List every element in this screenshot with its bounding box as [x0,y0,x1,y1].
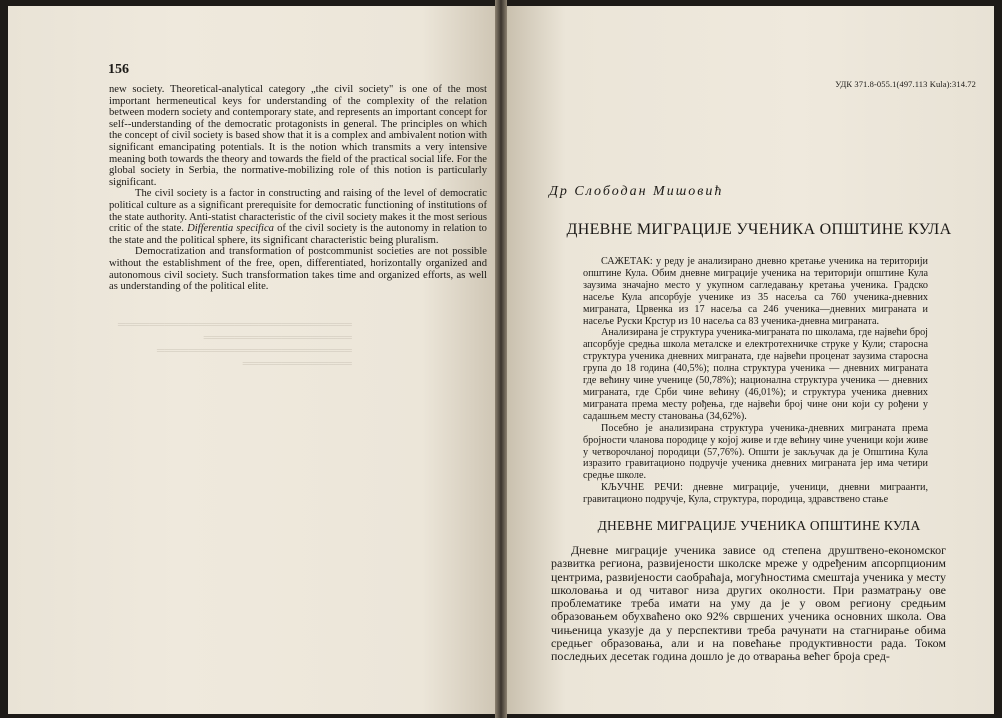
paragraph: Democratization and transformation of postcommunist societies are not possible without the establishment of the free, open, differentiated, horizontally organized and autonomous civil society. Such transformation takes time and organized efforts, as well as understanding of the political elite. [109,246,487,293]
body-text [551,544,946,664]
left-page-text [109,84,487,293]
emphasis: Differentia specifica [187,223,274,235]
abstract-paragraph: САЖЕТАК: у реду је анализирано дневно кретање ученика на територији општине Кула. Обим дневне миграције ученика на територији општине Кула заузима значајно место у укупном сагледавању кретања ученика. Градско насеље Кула апсорбује ученике из 35 насеља са 760 ученика-дневних миграната, Црвенка из 17 насеља са 246 ученика—дневних миграната и насеље Руски Крстур из 10 насеља са 83 ученика-дневна миграната. [583,256,928,327]
abstract-paragraph: Посебно је анализирана структура ученика-дневних миграната према бројности чланова породице у којој живе и где већину чине ученици који живе у четворочланој породици (57,76%). Општи је закључак да је Општина Кула изразито гравитационо подручје ученика дневних миграната јер има четири средње школе. [583,422,928,482]
left-page [8,6,495,714]
book-gutter [495,0,507,718]
section-heading: ДНЕВНЕ МИГРАЦИЈЕ УЧЕНИКА ОПШТИНЕ КУЛА [597,518,921,533]
abstract [583,256,928,506]
bleed-through-text: ══════════════════════════════ ═══════════════════ ═════════════════════════ ══════════════ [118,319,352,370]
paragraph: Дневне миграције ученика зависе од степена друштвено-економског развитка региона, развијености школске мреже у одређеним апсорпционим центрима, развијености саобраћаја, могућностима смештаја ученика у месту школовања и од читавог низа других околности. При разматрању ове проблематике треба имати на уму да је у овом региону средњим образовањем обухваћено око 92% свршених ученика основних школа. Ова чињеница указује да у перспективи треба рачунати на стагнирање обима средњег образовања, али и на повећање продуктивности рада. Током последњих десетак година дошло је до отварања већег броја сред- [551,543,946,664]
page-number: 156 [108,62,129,77]
right-page [507,6,994,714]
article-title: ДНЕВНЕ МИГРАЦИЈЕ УЧЕНИКА ОПШТИНЕ КУЛА [566,221,952,238]
author-name: Др Слободан Мишовић [549,184,724,199]
udc-classification: УДК 371.8-055.1(497.113 Kula):314.72 [835,79,976,89]
abstract-paragraph: Анализирана је структура ученика-миграната по школама, где највећи број апсорбује средња школа металске и електротехничке струке у Кули; старосна структура ученика дневних миграната, где највећи проценат заузима старосна група до 18 година (40,5%); полна структура ученика — дневних миграната где већину чине ученице (50,78%); национална структура ученика — дневних миграната, где Срби чине већину (46,01%); и структура ученика дневних миграната према месту рођења, где највећи број чине они који су рођени у садашњем месту становања (34,62%). [583,327,928,422]
paragraph: The civil society is a factor in constructing and raising of the level of democratic political culture as a significant prerequisite for democratic functioning of institutions of the state authority. Anti-statist characteristic of the civil society makes it the most serious critic of the state. Differentia specifica of the civil society is the autonomy in relation to the state and the political sphere, its significant characteristic being pluralism. [109,188,487,246]
keywords: КЉУЧНЕ РЕЧИ: дневне миграције, ученици, дневни миграанти, гравитационо подручје, Кула, структура, породица, здравствено стање [583,482,928,506]
paragraph: new society. Theoretical-analytical category „the civil society" is one of the most important hermeneutical keys for understanding of the complexity of the relation between modern society and contemporary state, and represents an important concept for self--understanding of the democratic protagonists in general. The principles on which the concept of civil society is based show that it is a complex and ambivalent notion with significant emancipating potentials. It is the notion which transmits a very intensive meaning both towards the theory and towards the field of the practical social life. For the global society in Serbia, the normative-mobilizing role of this notion is particularly significant. [109,84,487,188]
